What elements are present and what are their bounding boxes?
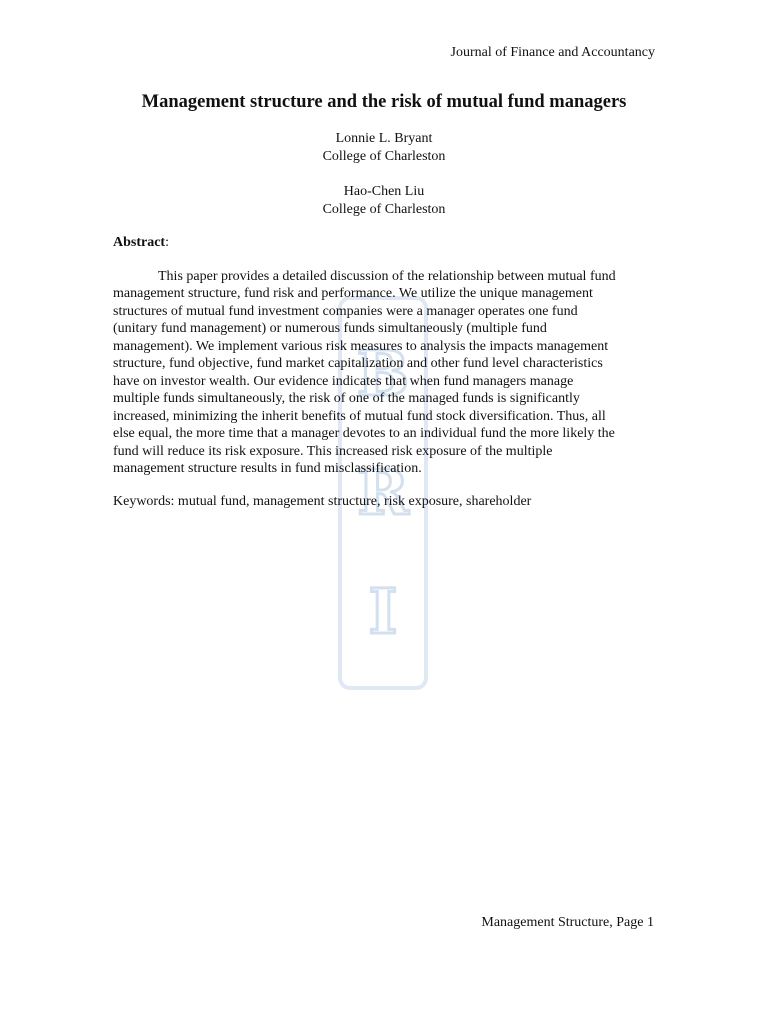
abstract-line: else equal, the more time that a manager devotes to an individual fund the more likely the bbox=[113, 426, 615, 442]
keywords: Keywords: mutual fund, management structure, risk exposure, shareholder bbox=[113, 494, 532, 509]
author-name: Hao-Chen Liu bbox=[343, 184, 425, 199]
author-name: Lonnie L. Bryant bbox=[335, 131, 433, 146]
abstract-line: management). We implement various risk measures to analysis the impacts management bbox=[113, 338, 609, 354]
watermark-letter: I bbox=[368, 575, 398, 649]
abstract-line: structure, fund objective, fund market capitalization and other fund level characteristics bbox=[113, 356, 603, 372]
abstract-line: (unitary fund management) or numerous funds simultaneously (multiple fund bbox=[113, 321, 547, 337]
abstract-heading-colon: : bbox=[165, 235, 169, 250]
journal-header: Journal of Finance and Accountancy bbox=[450, 45, 655, 60]
abstract-line: multiple funds simultaneously, the risk of one of the managed funds is significantly bbox=[113, 391, 580, 407]
abstract-line: have on investor wealth. Our evidence indicates that when fund managers manage bbox=[113, 373, 574, 389]
abstract-line: management structure, fund risk and performance. We utilize the unique management bbox=[113, 286, 593, 302]
page-footer: Management Structure, Page 1 bbox=[481, 915, 654, 930]
watermark-letter: B bbox=[356, 336, 410, 410]
watermark-letter: R bbox=[357, 455, 409, 529]
author-affiliation: College of Charleston bbox=[322, 148, 446, 164]
abstract-line: fund will reduce its risk exposure. This increased risk exposure of the multiple bbox=[113, 443, 553, 459]
abstract-heading-label: Abstract bbox=[113, 235, 166, 250]
abstract-body bbox=[113, 268, 658, 477]
abstract-line: structures of mutual fund investment companies were a manager operates one fund bbox=[113, 303, 578, 319]
author-block bbox=[0, 183, 768, 218]
author-block bbox=[0, 130, 768, 165]
author-affiliation: College of Charleston bbox=[322, 201, 446, 217]
paper-title: Management structure and the risk of mutual fund managers bbox=[141, 92, 627, 112]
abstract-heading bbox=[113, 235, 169, 251]
abstract-line: increased, minimizing the inherit benefits of mutual fund stock diversification. Thus, all bbox=[113, 408, 606, 424]
abstract-line: This paper provides a detailed discussion of the relationship between mutual fund bbox=[158, 269, 616, 284]
abstract-line: management structure results in fund misclassification. bbox=[113, 460, 422, 476]
